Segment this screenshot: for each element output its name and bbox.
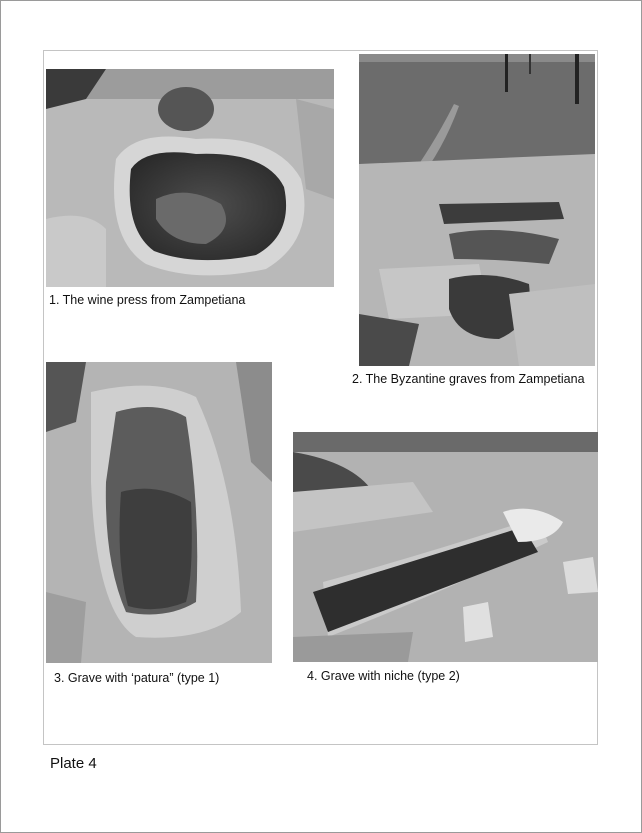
photo-wine-press bbox=[46, 69, 334, 287]
photo-grave-patura bbox=[46, 362, 272, 663]
caption-figure-4: 4. Grave with niche (type 2) bbox=[307, 669, 460, 683]
photo-byzantine-graves bbox=[359, 54, 595, 366]
plate-label: Plate 4 bbox=[50, 755, 97, 772]
caption-figure-3: 3. Grave with ‘patura” (type 1) bbox=[54, 671, 220, 685]
caption-figure-2: 2. The Byzantine graves from Zampetiana bbox=[352, 372, 585, 386]
caption-figure-1: 1. The wine press from Zampetiana bbox=[49, 293, 246, 307]
photo-grave-niche bbox=[293, 432, 598, 662]
